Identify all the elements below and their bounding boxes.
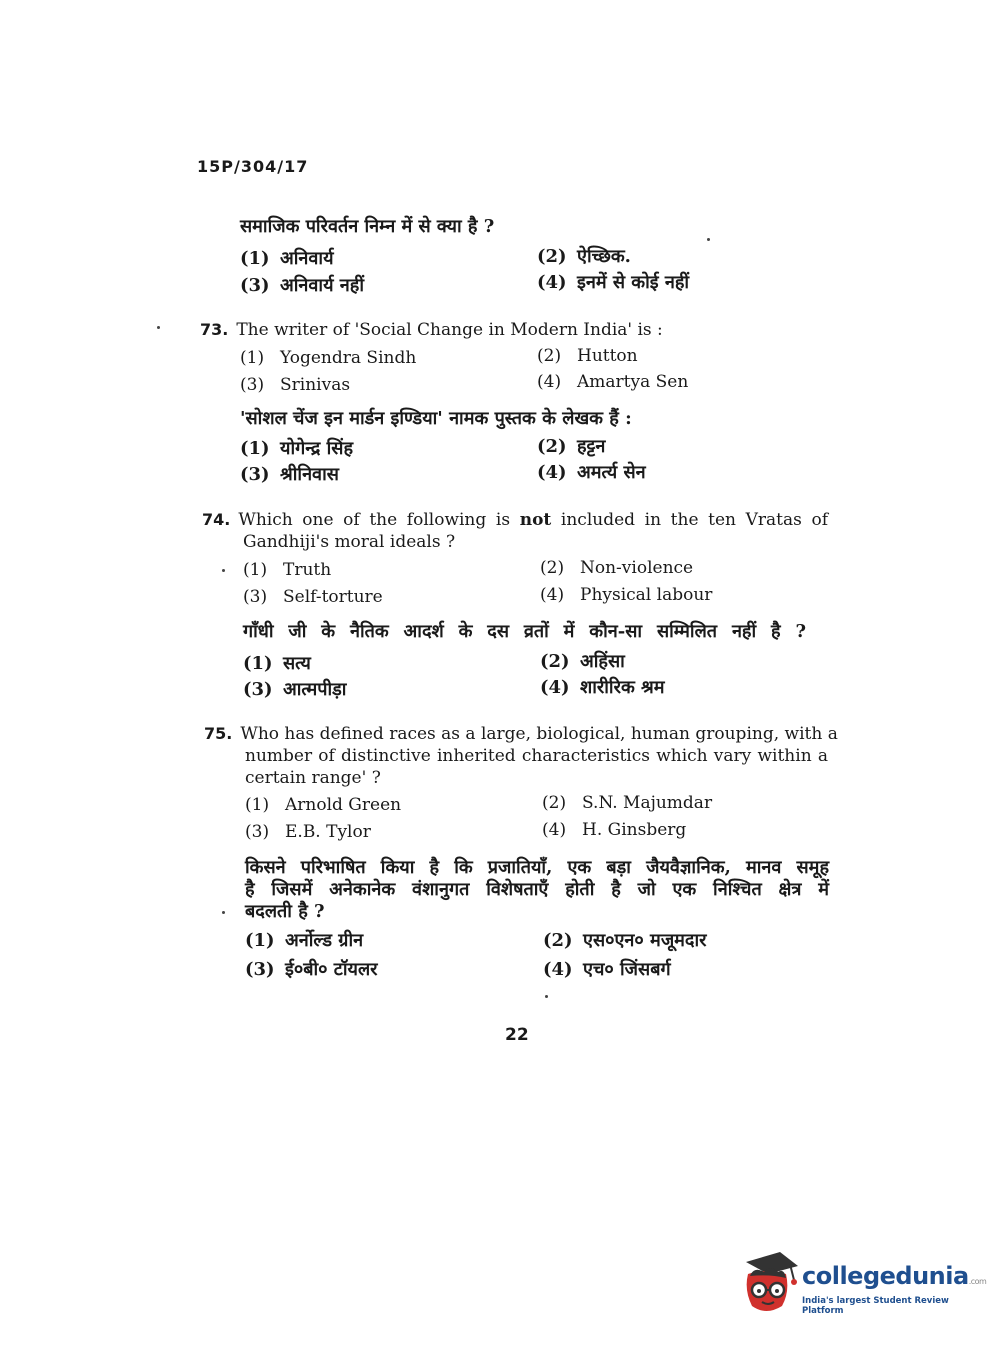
q74-option-4 xyxy=(540,585,712,605)
option-text: श्रीनिवास xyxy=(280,464,339,485)
q74-option-3 xyxy=(243,587,383,607)
question-text: Which one of the following is xyxy=(238,510,511,530)
q73-hindi-option-4 xyxy=(537,460,646,484)
option-text: Non-violence xyxy=(580,558,694,578)
q75-question-line-3: certain range' ? xyxy=(245,768,381,788)
option-text: आत्मपीड़ा xyxy=(283,679,347,700)
option-number: (2) xyxy=(537,246,567,267)
option-text: Srinivas xyxy=(280,375,351,395)
option-number: (4) xyxy=(540,677,570,698)
option-text: शारीरिक श्रम xyxy=(580,677,665,698)
q75-option-1 xyxy=(245,795,401,815)
option-number: (1) xyxy=(240,348,265,368)
q75-question-line-1 xyxy=(204,724,838,744)
logo-name: collegedunia xyxy=(802,1262,969,1290)
option-text: अनिवार्य नहीं xyxy=(280,275,364,296)
option-number: (4) xyxy=(543,959,573,980)
q75-hindi-question-line-1: किसने परिभाषित किया है कि प्रजातियाँ, एक बड़ा जैयवैज्ञानिक, मानव समूह xyxy=(245,857,829,878)
option-text: अमर्त्य सेन xyxy=(577,462,646,483)
question-text: The writer of 'Social Change in Modern India' is : xyxy=(236,320,663,340)
option-text: हट्टन xyxy=(577,436,606,457)
option-text: Physical labour xyxy=(580,585,713,605)
q75-hindi-option-4 xyxy=(543,957,671,981)
question-number: 74. xyxy=(202,510,231,529)
option-number: (3) xyxy=(243,587,268,607)
option-text: अहिंसा xyxy=(580,651,625,672)
option-text: Hutton xyxy=(577,346,638,366)
option-number: (1) xyxy=(245,795,270,815)
logo-suffix: .com xyxy=(968,1277,987,1286)
option-number: (4) xyxy=(537,272,567,293)
q72-hindi-option-4 xyxy=(537,270,689,294)
option-text: Arnold Green xyxy=(285,795,402,815)
option-number: (1) xyxy=(243,653,273,674)
q74-hindi-option-2 xyxy=(540,649,625,673)
option-text: Self-torture xyxy=(283,587,383,607)
mascot-icon xyxy=(740,1250,802,1316)
option-text: ऐच्छिक. xyxy=(577,246,631,267)
option-number: (3) xyxy=(240,275,270,296)
q73-hindi-question: 'सोशल चेंज इन मार्डन इण्डिया' नामक पुस्तक के लेखक हैं : xyxy=(240,408,632,429)
q73-question xyxy=(200,320,663,340)
q74-question-line-2: Gandhiji's moral ideals ? xyxy=(243,532,456,552)
q73-hindi-option-1 xyxy=(240,436,353,460)
option-number: (3) xyxy=(243,679,273,700)
question-number: 73. xyxy=(200,320,229,339)
option-text: एस०एन० मजूमदार xyxy=(583,930,707,951)
emphasis-not: not xyxy=(519,510,552,530)
option-text: अर्नोल्ड ग्रीन xyxy=(285,930,364,951)
option-text: एच० जिंसबर्ग xyxy=(583,959,671,980)
q75-question-line-2: number of distinctive inherited characteristics which vary within a xyxy=(245,746,828,766)
q72-hindi-option-3 xyxy=(240,273,364,297)
option-number: (2) xyxy=(540,651,570,672)
paper-code: 15P/304/17 xyxy=(197,157,309,176)
q75-option-3 xyxy=(245,822,371,842)
q74-question-line-1 xyxy=(202,510,828,530)
logo-tagline: India's largest Student Review Platform xyxy=(802,1296,949,1316)
option-text: सत्य xyxy=(283,653,311,674)
emphasis-nahi: नहीं xyxy=(731,621,757,642)
q73-option-4 xyxy=(537,372,688,392)
option-number: (3) xyxy=(245,959,275,980)
option-number: (4) xyxy=(540,585,565,605)
option-number: (2) xyxy=(537,346,562,366)
option-number: (1) xyxy=(240,248,270,269)
option-number: (4) xyxy=(542,820,567,840)
scan-speck xyxy=(545,995,548,998)
option-number: (4) xyxy=(537,462,567,483)
q72-hindi-option-2 xyxy=(537,244,631,268)
q75-hindi-option-1 xyxy=(245,928,363,952)
q75-option-4 xyxy=(542,820,686,840)
option-text: E.B. Tylor xyxy=(285,822,371,842)
q74-option-1 xyxy=(243,560,331,580)
option-text: S.N. Majumdar xyxy=(582,793,713,813)
q75-hindi-option-2 xyxy=(543,928,707,952)
option-number: (1) xyxy=(245,930,275,951)
question-text: गाँधी जी के नैतिक आदर्श के दस व्रतों में कौन-सा सम्मिलित xyxy=(243,621,718,642)
option-text: ई०बी० टॉयलर xyxy=(285,959,378,980)
option-number: (3) xyxy=(240,464,270,485)
q74-option-2 xyxy=(540,558,693,578)
q74-hindi-option-3 xyxy=(243,677,346,701)
q74-hindi-option-1 xyxy=(243,651,311,675)
scan-speck xyxy=(707,238,710,241)
q75-option-2 xyxy=(542,793,712,813)
option-number: (3) xyxy=(240,375,265,395)
q72-hindi-option-1 xyxy=(240,246,334,270)
q74-hindi-question xyxy=(243,619,806,643)
option-number: (1) xyxy=(243,560,268,580)
q75-hindi-question-line-3: बदलती है ? xyxy=(245,901,325,922)
option-text: योगेन्द्र सिंह xyxy=(280,438,354,459)
scan-speck xyxy=(222,569,225,572)
option-number: (2) xyxy=(543,930,573,951)
logo-wordmark xyxy=(802,1262,986,1290)
question-text: है ? xyxy=(771,621,806,642)
option-number: (2) xyxy=(540,558,565,578)
q72-hindi-question: समाजिक परिवर्तन निम्न में से क्या है ? xyxy=(240,216,495,237)
question-text: Who has defined races as a large, biological, human grouping, with a xyxy=(240,724,838,744)
q74-hindi-option-4 xyxy=(540,675,665,699)
q75-hindi-option-3 xyxy=(245,957,378,981)
scan-speck xyxy=(222,911,225,914)
option-text: Amartya Sen xyxy=(577,372,689,392)
option-number: (3) xyxy=(245,822,270,842)
option-number: (4) xyxy=(537,372,562,392)
option-text: इनमें से कोई नहीं xyxy=(577,272,690,293)
option-text: H. Ginsberg xyxy=(582,820,687,840)
q73-option-2 xyxy=(537,346,638,366)
q73-option-1 xyxy=(240,348,416,368)
option-text: Yogendra Sindh xyxy=(280,348,417,368)
option-text: अनिवार्य xyxy=(280,248,334,269)
option-number: (1) xyxy=(240,438,270,459)
q73-option-3 xyxy=(240,375,350,395)
question-text: included in the ten Vratas of xyxy=(560,510,829,530)
q73-hindi-option-2 xyxy=(537,434,605,458)
collegedunia-logo xyxy=(740,1250,987,1320)
q73-hindi-option-3 xyxy=(240,462,339,486)
option-number: (2) xyxy=(537,436,567,457)
page-number: 22 xyxy=(505,1025,529,1045)
q75-hindi-question-line-2: है जिसमें अनेकानेक वंशानुगत विशेषताएँ होती है जो एक निश्चित क्षेत्र में xyxy=(245,879,829,900)
question-number: 75. xyxy=(204,724,233,743)
option-number: (2) xyxy=(542,793,567,813)
option-text: Truth xyxy=(283,560,332,580)
scan-speck xyxy=(157,326,160,329)
